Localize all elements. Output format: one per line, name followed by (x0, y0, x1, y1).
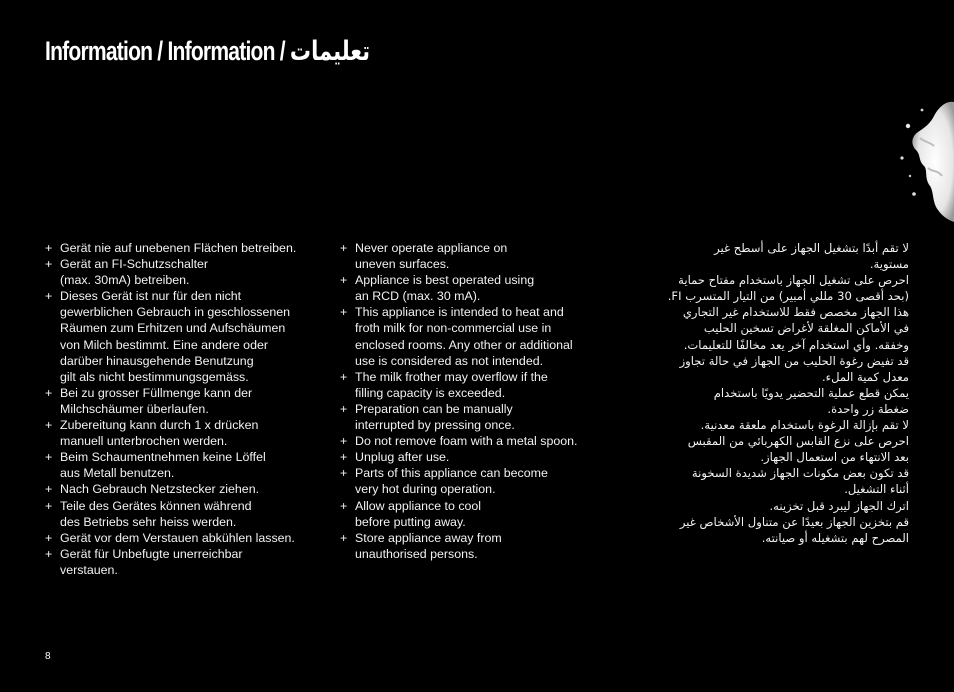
list-item: + Gerät nie auf unebenen Flächen betreiben. (45, 241, 297, 255)
arabic-paragraph: قد تفيض رغوة الحليب من الجهاز في حالة تجاوز معدل كمية الملء. (679, 353, 909, 384)
bullet-icon: + (340, 530, 348, 545)
bullet-icon: + (340, 401, 348, 416)
list-item: + Nach Gebrauch Netzstecker ziehen. (45, 482, 260, 497)
arabic-paragraph: لا تقم بإزالة الرغوة باستخدام ملعقة معدنية. (700, 418, 909, 433)
list-item: + Allow appliance to cool before putting away. (340, 498, 482, 529)
list-item: + Bei zu grosser Füllmenge kann der Milchschäumer überlaufen. (45, 385, 253, 416)
page-title: Information / Information / تعليمات (45, 36, 371, 66)
list-item: + Teile des Gerätes können während des Betriebs sehr heiss werden. (45, 498, 252, 529)
arabic-paragraph: احرص على تشغيل الجهاز باستخدام مفتاح حماية (بحد أقصى 30 مللي أمبير) من التيار المتسرب FI. (667, 273, 909, 304)
list-item: + Do not remove foam with a metal spoon. (340, 434, 578, 449)
bullet-icon: + (45, 257, 53, 272)
arabic-paragraph: لا تقم أبدًا بتشغيل الجهاز على أسطح غير مستوية. (714, 241, 909, 272)
list-item: + Beim Schaumentnehmen keine Löffel aus Metall benutzen. (45, 450, 266, 481)
arabic-paragraph: يمكن قطع عملية التحضير يدويًا باستخدام ضغطة زر واحدة. (713, 385, 909, 416)
bullet-icon: + (340, 498, 348, 513)
bullet-icon: + (340, 273, 348, 288)
bullet-icon: + (45, 482, 53, 497)
list-item: + Appliance is best operated using an RCD (max. 30 mA). (340, 273, 535, 304)
arabic-paragraph: قم بتخزين الجهاز بعيدًا عن متناول الأشخاص غير المصرح لهم بتشغيله أو صيانته. (679, 514, 909, 545)
bullet-icon: + (45, 450, 53, 465)
arabic-paragraph: قد تكون بعض مكونات الجهاز شديدة السخونة أثناء التشغيل. (691, 466, 909, 497)
bullet-icon: + (340, 305, 348, 320)
list-item: + The milk frother may overflow if the filling capacity is exceeded. (340, 369, 548, 400)
bullet-icon: + (340, 434, 348, 449)
arabic-column (624, 240, 909, 546)
list-item: + Zubereitung kann durch 1 x drücken manuell unterbrochen werden. (45, 418, 259, 449)
english-column (340, 240, 610, 562)
arabic-paragraph: اترك الجهاز ليبرد قبل تخزينه. (769, 498, 909, 513)
list-item: + Parts of this appliance can become very hot during operation. (340, 466, 548, 497)
milk-splash-image (894, 98, 954, 223)
bullet-icon: + (45, 385, 53, 400)
bullet-icon: + (340, 466, 348, 481)
german-column (45, 240, 335, 578)
bullet-icon: + (340, 369, 348, 384)
list-item: + Gerät für Unbefugte unerreichbar verstauen. (45, 546, 243, 577)
list-item: + Never operate appliance on uneven surfaces. (340, 241, 508, 272)
list-item: + Store appliance away from unauthorised persons. (340, 530, 502, 561)
bullet-icon: + (45, 498, 53, 513)
list-item: + Gerät vor dem Verstauen abkühlen lassen. (45, 530, 295, 545)
list-item: + Gerät an FI-Schutzschalter (max. 30mA) betreiben. (45, 257, 209, 288)
page-number: 8 (45, 651, 51, 662)
list-item: + Unplug after use. (340, 450, 450, 465)
bullet-icon: + (45, 418, 53, 433)
bullet-icon: + (45, 530, 53, 545)
list-item: + This appliance is intended to heat and froth milk for non-commercial use in enclosed rooms. Any other or additional use is considered as not intended. (340, 305, 573, 368)
bullet-icon: + (45, 546, 53, 561)
bullet-icon: + (340, 241, 348, 255)
list-item: + Preparation can be manually interrupted by pressing once. (340, 401, 515, 433)
list-item: + Dieses Gerät ist nur für den nicht gewerblichen Gebrauch in geschlossenen Räumen zum Erhitzen und Aufschäumen von Milch bestimmt. Eine andere oder darüber hinausgehende Benutzung gilt als nicht bestimmungsgemäss. (45, 289, 291, 384)
arabic-paragraph: احرص على نزع القابس الكهربائي من المقبس بعد الانتهاء من استعمال الجهاز. (687, 434, 909, 465)
arabic-paragraph: هذا الجهاز مخصص فقط للاستخدام غير التجاري في الأماكن المغلقة لأغراض تسخين الحليب وخفقه. وأي استخدام آخر يعد مخالفًا للتعليمات. (682, 305, 909, 352)
bullet-icon: + (45, 241, 53, 255)
bullet-icon: + (340, 450, 348, 465)
bullet-icon: + (45, 289, 53, 304)
